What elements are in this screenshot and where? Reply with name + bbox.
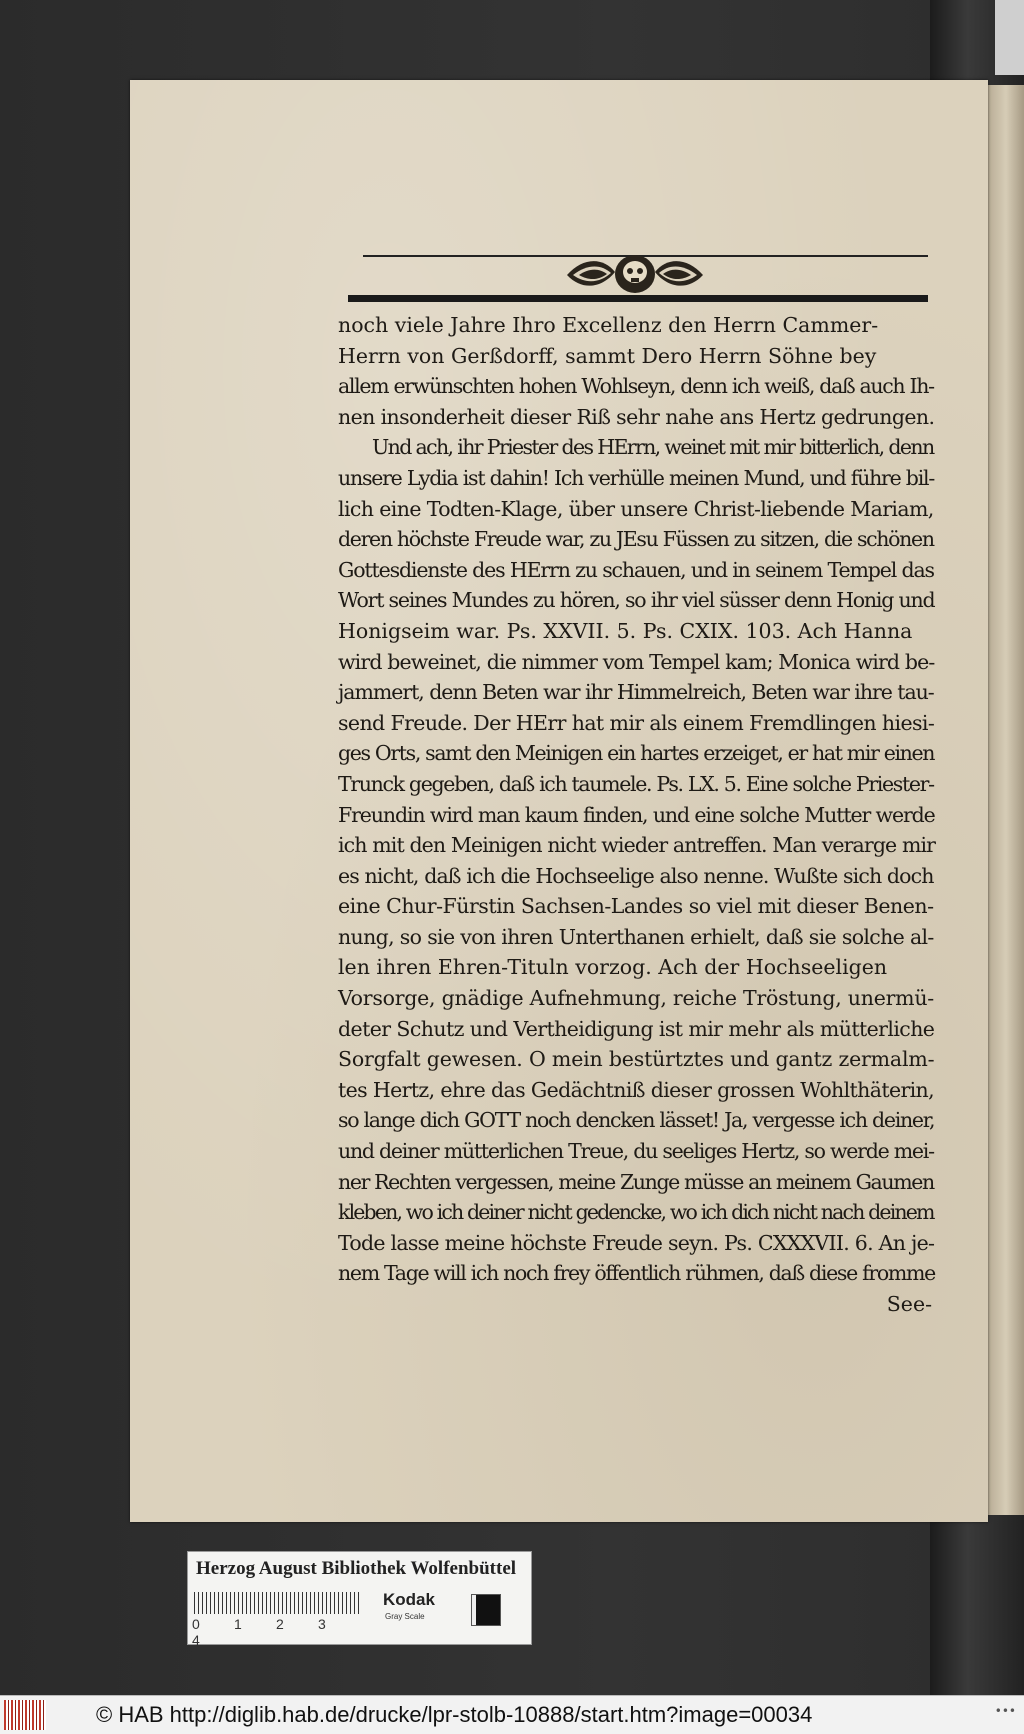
text-line: eine Chur-Fürstin Sachsen-Landes so viel mit dieser Benen- xyxy=(338,894,934,919)
text-line: ner Rechten vergessen, meine Zunge müsse an meinem Gaumen xyxy=(338,1169,934,1194)
page-stack-edge xyxy=(988,85,1024,1515)
text-line: nem Tage will ich noch frey öffentlich rühmen, daß diese fromme xyxy=(338,1261,935,1286)
text-line: unsere Lydia ist dahin! Ich verhülle meinen Mund, und führe bil- xyxy=(338,465,935,490)
ruler-number: 4 xyxy=(192,1632,200,1648)
header-rule-thick xyxy=(348,295,928,302)
text-line: es nicht, daß ich die Hochseelige also nenne. Wußte sich doch xyxy=(338,863,934,888)
text-line: Wort seines Mundes zu hören, so ihr viel süsser denn Honig und xyxy=(338,588,935,613)
ruler-number: 3 xyxy=(318,1616,326,1632)
more-icon[interactable]: ••• xyxy=(994,1704,1016,1718)
text-line: Vorsorge, gnädige Aufnehmung, reiche Tröstung, unermü- xyxy=(338,986,934,1011)
text-line: Freundin wird man kaum finden, und eine solche Mutter werde xyxy=(338,802,935,827)
scan-corner xyxy=(995,0,1024,75)
text-line: Tode lasse meine höchste Freude seyn. Ps. CXXXVII. 6. An je- xyxy=(338,1230,935,1255)
ruler-number: 2 xyxy=(276,1616,284,1632)
text-line: jammert, denn Beten war ihr Himmelreich, Beten war ihre tau- xyxy=(338,680,934,705)
catchword: See- xyxy=(886,1292,932,1316)
ruler-number: 1 xyxy=(234,1616,242,1632)
ruler-number: 0 xyxy=(192,1616,200,1632)
text-line: len ihren Ehren-Tituln vorzog. Ach der Hochseeligen xyxy=(338,955,888,980)
text-line: nen insonderheit dieser Riß sehr nahe ans Hertz gedrungen. xyxy=(338,404,935,429)
text-line: kleben, wo ich deiner nicht gedencke, wo ich dich nicht nach deinem xyxy=(338,1200,934,1225)
body-text xyxy=(338,310,938,1320)
gray-swatch xyxy=(471,1594,501,1626)
text-line: Sorgfalt gewesen. O mein bestürtztes und gantz zermalm- xyxy=(338,1047,935,1072)
text-line: noch viele Jahre Ihro Excellenz den Herrn Cammer- xyxy=(338,313,879,337)
footer-url[interactable]: © HAB http://diglib.hab.de/drucke/lpr-stolb-10888/start.htm?image=00034 xyxy=(96,1702,813,1727)
scale-ruler xyxy=(194,1592,362,1614)
ruler-numbers xyxy=(192,1616,372,1648)
text-line: tes Hertz, ehre das Gedächtniß dieser grossen Wohlthäterin, xyxy=(338,1077,935,1102)
gray-scale-label: Gray Scale xyxy=(385,1612,425,1621)
text-line: lich eine Todten-Klage, über unsere Christ-liebende Mariam, xyxy=(338,496,934,521)
skull-ornament-icon xyxy=(563,252,707,298)
text-line: Honigseim war. Ps. XXVII. 5. Ps. CXIX. 103. Ach Hanna xyxy=(338,618,913,643)
url-footer xyxy=(0,1695,1024,1734)
text-line: und deiner mütterlichen Treue, du seeliges Hertz, so werde mei- xyxy=(338,1139,934,1164)
text-line: Und ach, ihr Priester des HErrn, weinet mit mir bitterlich, denn xyxy=(372,435,934,460)
text-line: allem erwünschten hohen Wohlseyn, denn ich weiß, daß auch Ih- xyxy=(338,374,934,399)
kodak-logo: Kodak xyxy=(383,1590,435,1609)
text-line: ich mit den Meinigen nicht wieder antreffen. Man verarge mir xyxy=(338,833,936,858)
text-line: so lange dich GOTT noch dencken lässet! Ja, vergesse ich deiner, xyxy=(338,1108,935,1133)
text-line: wird beweinet, die nimmer vom Tempel kam; Monica wird be- xyxy=(338,649,935,674)
library-name: Herzog August Bibliothek Wolfenbüttel xyxy=(196,1558,517,1579)
text-line: ges Orts, samt den Meinigen ein hartes erzeiget, er hat mir einen xyxy=(338,741,935,766)
hab-logo-icon xyxy=(4,1700,46,1730)
text-line: send Freude. Der HErr hat mir als einem Fremdlingen hiesi- xyxy=(338,710,935,735)
text-line: nung, so sie von ihren Unterthanen erhielt, daß sie solche al- xyxy=(338,924,934,949)
text-line: deren höchste Freude war, zu JEsu Füssen zu sitzen, die schönen xyxy=(338,527,934,552)
library-color-card xyxy=(187,1551,532,1648)
text-line: Herrn von Gerßdorff, sammt Dero Herrn Söhne bey xyxy=(338,343,877,368)
text-line: deter Schutz und Vertheidigung ist mir mehr als mütterliche xyxy=(338,1016,935,1041)
text-line: Trunck gegeben, daß ich taumele. Ps. LX. 5. Eine solche Priester- xyxy=(338,771,934,796)
text-line: Gottesdienste des HErrn zu schauen, und in seinem Tempel das xyxy=(338,557,934,582)
